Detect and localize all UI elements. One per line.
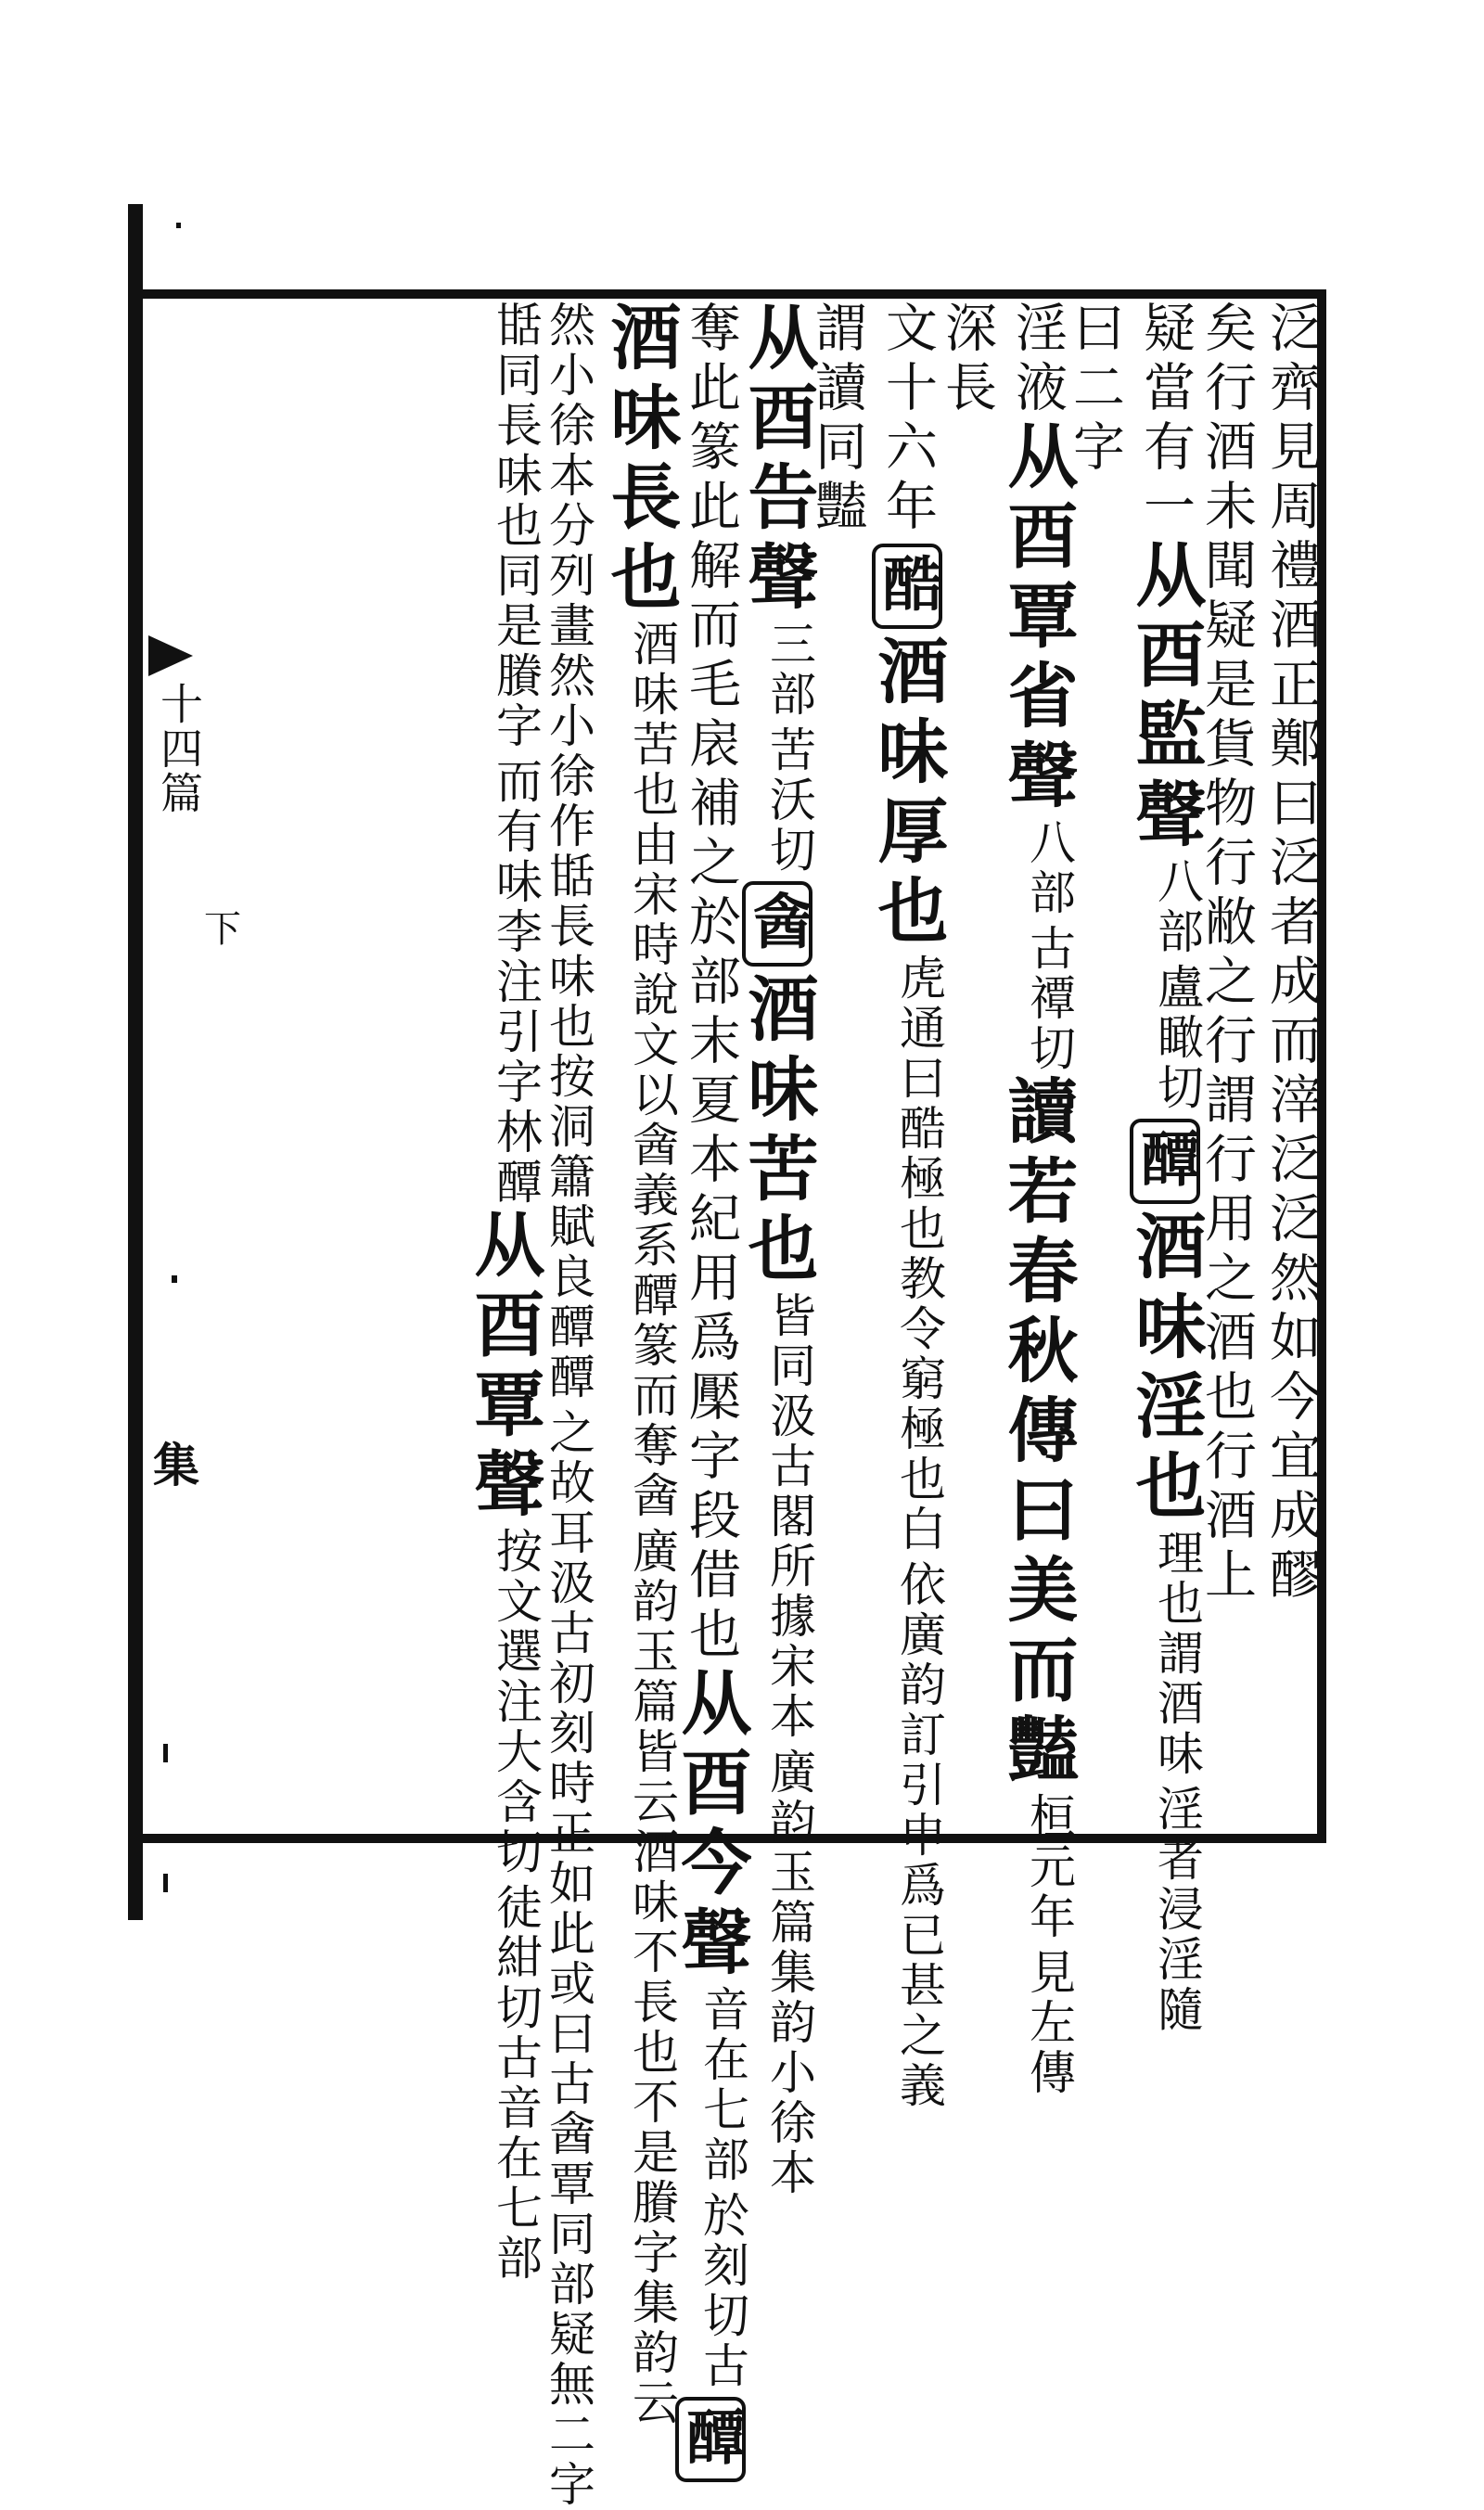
text-column xyxy=(996,301,1079,2098)
annotation-double-line xyxy=(762,1291,816,2198)
annotation-double-line xyxy=(625,620,679,2428)
annotation-double-line xyxy=(762,620,816,876)
commentary-text: 奪此篆此解而毛扆補之於部末夏本紀用爲檿字段借也 xyxy=(681,301,741,1666)
commentary-text: 謂讀同豔 xyxy=(807,301,867,538)
ink-speck xyxy=(172,1275,177,1283)
text-column xyxy=(1196,301,1257,1831)
annotation-line: 古禫切 xyxy=(1022,924,1076,1074)
headword-text: 酒味長也 xyxy=(599,301,682,620)
commentary-text: 泛齊見周禮酒正鄭曰泛者成而滓泛泛然如今宜成醪 xyxy=(1261,301,1322,1607)
annotation-double-line xyxy=(696,1985,749,2391)
annotation-double-line xyxy=(892,954,946,2111)
margin-title: 十四篇 xyxy=(154,682,204,815)
headword-text: 从酉監聲 xyxy=(1124,538,1207,857)
annotation-line: 之故耳汲古初刻時正如此或曰古酓覃同部疑無二字 xyxy=(542,1408,595,2510)
commentary-text: 矣行酒未聞疑是貨物行敝之行謂行用之酒也行酒上 xyxy=(1196,301,1257,1607)
annotation-line: 理也謂酒味 xyxy=(1150,1529,1204,1779)
commentary-text: 深長 xyxy=(937,301,997,419)
annotation-double-line xyxy=(489,1527,543,2284)
annotation-double-line xyxy=(1150,1529,1204,2035)
seal-character: 醰 xyxy=(675,2397,746,2482)
annotation-line: 按文選注大含切 xyxy=(489,1527,543,1877)
text-column xyxy=(736,301,819,2198)
ink-speck xyxy=(176,223,181,228)
annotation-line: 音在七部 xyxy=(696,1985,749,2185)
seal-character: 醰 xyxy=(1130,1119,1200,1204)
ink-speck xyxy=(163,1874,168,1892)
annotation-line: 虎通曰酷極也教令窮極也白 xyxy=(892,954,946,1555)
annotation-line: 廣韵玉篇皆云酒味不長也不是賸字集韵云 xyxy=(625,1527,679,2428)
annotation-double-line xyxy=(1022,1792,1076,2098)
text-column xyxy=(1261,301,1322,1831)
annotation-line: 見左傳 xyxy=(1022,1948,1076,2098)
annotation-line: 然小徐本分列畫然小徐作甛長味也按洞簫賦良醰醰 xyxy=(542,301,595,1402)
headword-text: 从酉覃省聲 xyxy=(996,419,1079,818)
margin-leaf: 集 xyxy=(153,1439,199,1492)
annotation-line: 三部 xyxy=(762,620,816,720)
headword-text: 从酉今聲 xyxy=(670,1666,752,1985)
annotation-line: 甛同長味也同是賸字 xyxy=(489,301,543,751)
headword-text: 从酉告聲 xyxy=(736,301,819,620)
annotation-line: 苦沃切 xyxy=(762,725,816,876)
fish-tail-mark xyxy=(148,635,193,676)
commentary-text: 疑當有一 xyxy=(1135,301,1196,538)
headword-text: 讀若春秋傳曰美而豔 xyxy=(996,1074,1079,1792)
annotation-double-line xyxy=(542,301,595,2510)
text-column xyxy=(866,301,949,2111)
headword-text: 酒味苦也 xyxy=(736,972,819,1291)
annotation-line: 而有味李注引字林醰 xyxy=(489,757,543,1208)
text-column xyxy=(463,301,545,2284)
annotation-line: 酒味苦也由宋時說文以酓義系醰篆而奪酓 xyxy=(625,620,679,1521)
annotation-line: 皆同汲古閣所據宋本 xyxy=(762,1291,816,1742)
annotation-line: 八部 xyxy=(1150,857,1204,957)
annotation-double-line xyxy=(489,301,543,1208)
commentary-text: 文十六年 xyxy=(877,301,938,538)
commentary-text: 淫液 xyxy=(1007,301,1068,419)
annotation-line: 依廣韵訂引申爲已甚之義 xyxy=(892,1560,946,2111)
annotation-line: 桓元年 xyxy=(1022,1792,1076,1942)
text-column xyxy=(1124,301,1207,2035)
text-column xyxy=(937,301,997,1831)
seal-character: 酓 xyxy=(742,881,812,967)
annotation-line: 八部 xyxy=(1022,818,1076,918)
seal-character: 酷 xyxy=(872,544,942,629)
annotation-double-line xyxy=(1150,857,1204,1113)
text-column xyxy=(536,301,595,2510)
annotation-line: 於刻切古 xyxy=(696,2191,749,2391)
headword-text: 酒味厚也 xyxy=(866,634,949,954)
text-column xyxy=(670,301,752,2473)
annotation-line: 盧瞰切 xyxy=(1150,963,1204,1113)
commentary-text: 曰二字 xyxy=(1065,301,1125,479)
ink-speck xyxy=(163,1744,168,1762)
annotation-line: 徒紺切古音在七部 xyxy=(489,1883,543,2284)
annotation-double-line xyxy=(1022,818,1076,1074)
annotation-line: 淫者浸淫隨 xyxy=(1150,1785,1204,2035)
margin-volume: 下 xyxy=(204,908,241,951)
text-column xyxy=(599,301,682,2428)
annotation-line: 廣韵玉篇集韵小徐本 xyxy=(762,1748,816,2198)
headword-text: 从酉覃聲 xyxy=(463,1208,545,1527)
headword-text: 酒味淫也 xyxy=(1124,1210,1207,1529)
